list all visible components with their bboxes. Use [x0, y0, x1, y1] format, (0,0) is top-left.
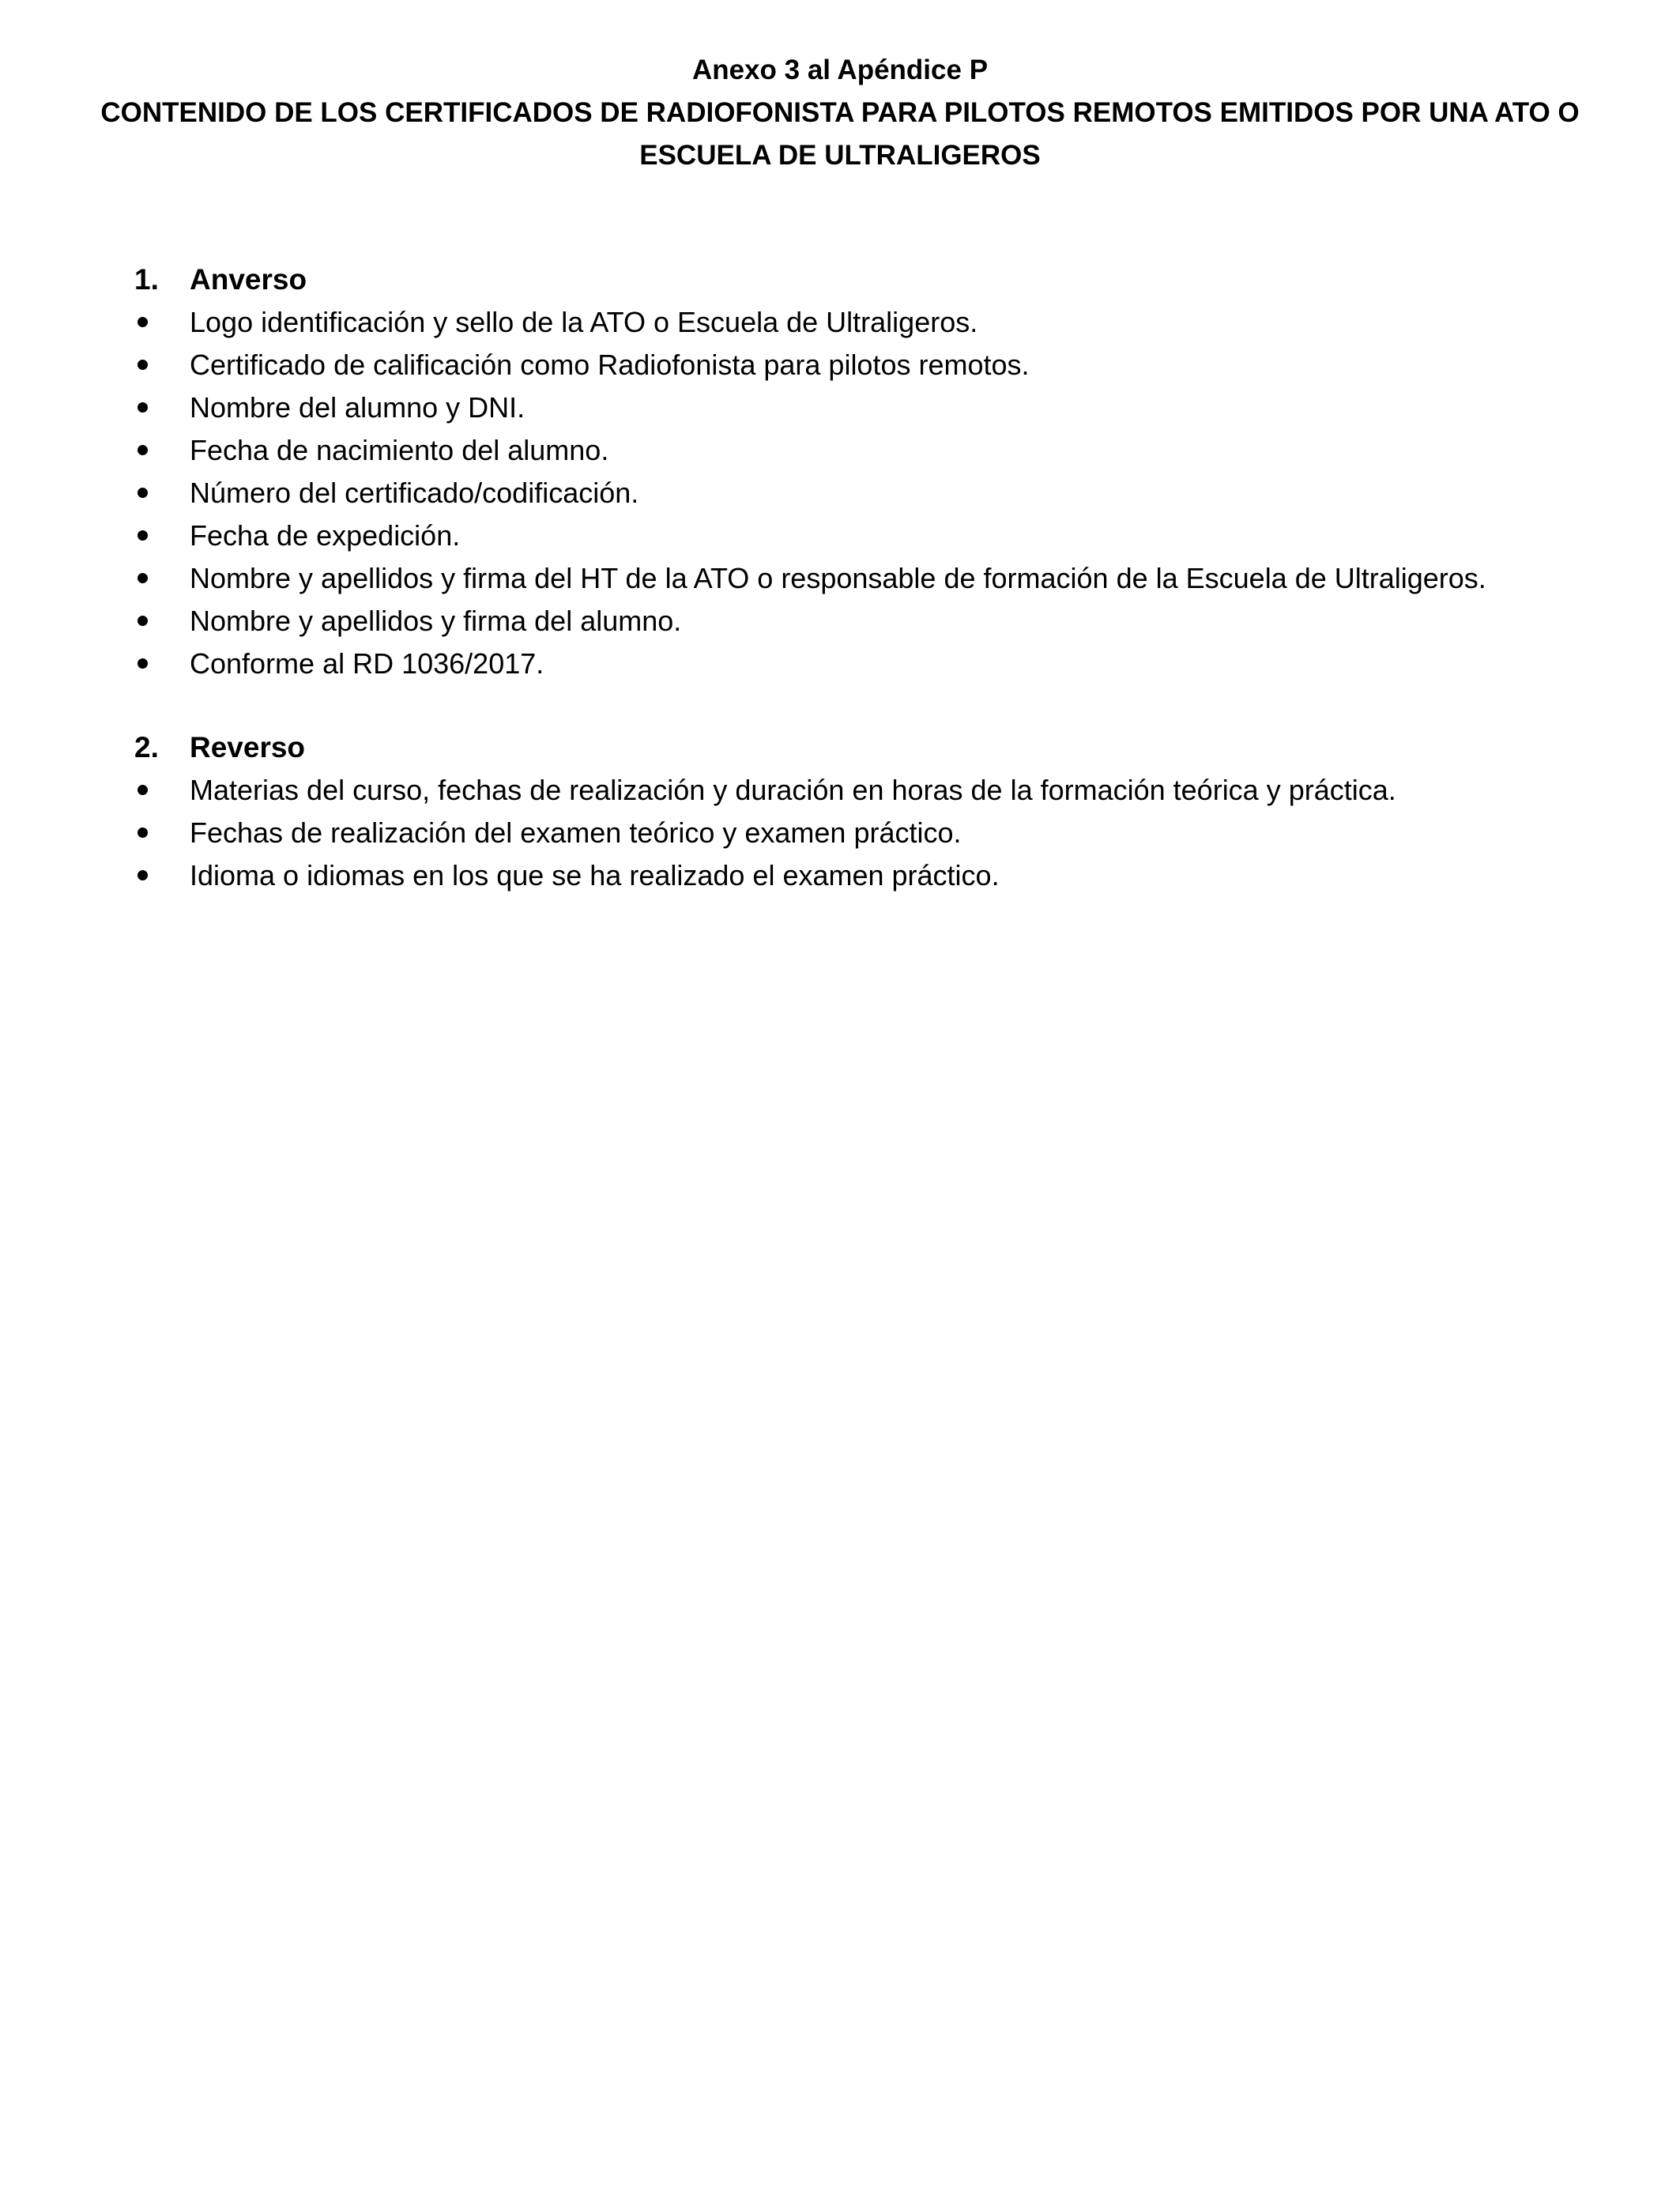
bullet-list	[134, 769, 1636, 897]
list-item-text: Fechas de realización del examen teórico y examen práctico.	[190, 816, 962, 849]
bullet-icon	[137, 827, 148, 838]
section-heading	[134, 726, 1636, 769]
document-header	[63, 49, 1617, 177]
bullet-icon	[137, 488, 148, 498]
bullet-icon	[137, 616, 148, 626]
bullet-list	[134, 301, 1636, 685]
list-item-text: Número del certificado/codificación.	[190, 477, 639, 509]
section-heading	[134, 258, 1636, 301]
bullet-icon	[137, 658, 148, 669]
list-item-text: Idioma o idiomas en los que se ha realizado el examen práctico.	[190, 859, 1000, 892]
document-title-line-2: ESCUELA DE ULTRALIGEROS	[639, 140, 1041, 171]
list-item-text: Logo identificación y sello de la ATO o Escuela de Ultraligeros.	[190, 306, 978, 338]
section-number: 2.	[134, 731, 159, 763]
list-item-text: Fecha de nacimiento del alumno.	[190, 434, 609, 466]
bullet-icon	[137, 530, 148, 541]
list-item	[134, 643, 1636, 685]
bullet-icon	[137, 785, 148, 795]
bullet-icon	[137, 573, 148, 583]
list-item-text: Fecha de expedición.	[190, 519, 461, 552]
bullet-icon	[137, 870, 148, 880]
list-item	[134, 769, 1636, 812]
list-item	[134, 301, 1636, 344]
list-item-text: Nombre y apellidos y firma del HT de la ATO o responsable de formación de la Escuela de Ultraligeros.	[190, 562, 1486, 594]
section-reverso	[134, 726, 1636, 897]
list-item-text: Materias del curso, fechas de realización y duración en horas de la formación teórica y práctica.	[190, 774, 1396, 806]
list-item	[134, 472, 1636, 515]
list-item	[134, 812, 1636, 854]
section-title: Reverso	[190, 731, 306, 763]
document-title-line-1: CONTENIDO DE LOS CERTIFICADOS DE RADIOFONISTA PARA PILOTOS REMOTOS EMITIDOS POR UNA ATO O	[100, 97, 1580, 128]
bullet-icon	[137, 402, 148, 413]
section-anverso	[134, 258, 1636, 685]
list-item	[134, 429, 1636, 472]
bullet-icon	[137, 317, 148, 327]
bullet-icon	[137, 445, 148, 455]
list-item	[134, 557, 1636, 600]
section-title: Anverso	[190, 263, 307, 296]
list-item	[134, 515, 1636, 557]
list-item	[134, 600, 1636, 643]
list-item-text: Nombre del alumno y DNI.	[190, 391, 525, 424]
list-item-text: Certificado de calificación como Radiofonista para pilotos remotos.	[190, 349, 1030, 381]
section-number: 1.	[134, 263, 159, 296]
list-item	[134, 854, 1636, 897]
list-item-text: Conforme al RD 1036/2017.	[190, 647, 544, 680]
list-item	[134, 386, 1636, 429]
list-item-text: Nombre y apellidos y firma del alumno.	[190, 605, 682, 637]
list-item	[134, 344, 1636, 386]
annex-title: Anexo 3 al Apéndice P	[691, 55, 989, 85]
bullet-icon	[137, 360, 148, 370]
